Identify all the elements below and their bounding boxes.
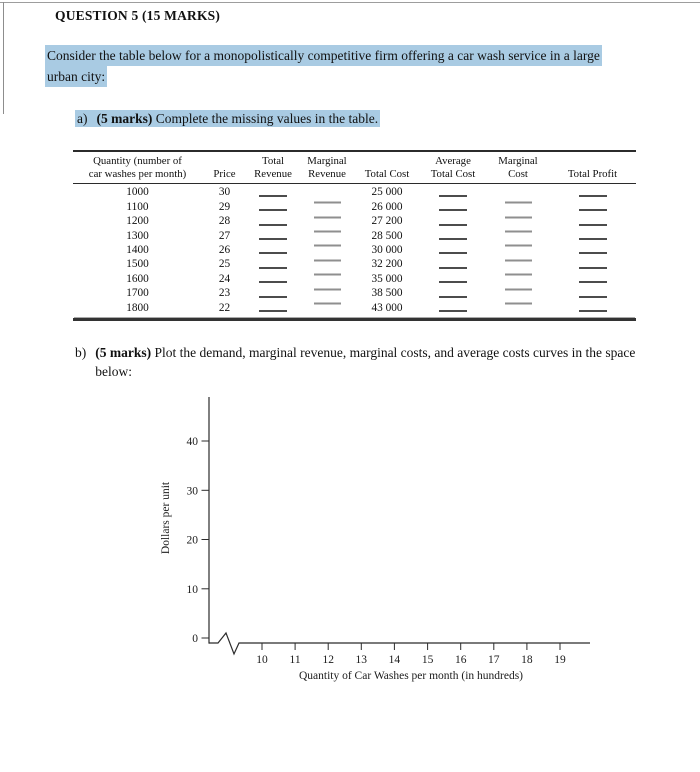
x-tick-label: 15	[421, 654, 434, 666]
x-tick-label: 11	[289, 654, 301, 666]
intro-line-2: urban city:	[45, 66, 107, 87]
y-tick-label: 20	[186, 534, 198, 547]
table-cell: 30	[218, 186, 231, 199]
table-cell: 27	[218, 229, 231, 242]
table-cell: 1400	[126, 244, 149, 257]
part-a-marks: (5 marks)	[96, 111, 153, 126]
y-tick-label: 40	[186, 436, 198, 448]
table-cell: 1700	[126, 287, 149, 300]
table-cell: 29	[218, 200, 231, 213]
col-header-marginal-revenue: Marginal Revenue	[307, 154, 347, 180]
col-header-total-cost: Total Cost	[364, 167, 410, 180]
table-cell: 27 200	[371, 215, 403, 228]
part-b-marker: b)	[75, 345, 87, 360]
col-header-total-revenue: Total Revenue	[254, 154, 292, 180]
table-cell: 24	[218, 272, 231, 285]
col-header-price: Price	[213, 167, 236, 180]
table-cell: 23	[218, 287, 231, 300]
table-cell: 32 200	[371, 258, 403, 271]
x-axis-title: Quantity of Car Washes per month (in hundreds)	[298, 670, 524, 682]
col-header-marginal-cost: Marginal Cost	[498, 154, 538, 180]
x-tick-label: 16	[454, 654, 467, 666]
table-cell: 35 000	[371, 272, 403, 285]
col-header-average-total-cost: Average Total Cost	[430, 154, 476, 180]
x-tick-label: 18	[521, 654, 533, 666]
table-cell: 1000	[126, 186, 149, 199]
intro-line-1: Consider the table below for a monopolistically competitive firm offering a car wash service in a large	[45, 45, 602, 66]
x-tick-label: 19	[554, 654, 566, 666]
table-cell: 25	[218, 258, 231, 271]
col-header-total-profit: Total Profit	[567, 167, 618, 180]
col-header-quantity: Quantity (number of car washes per month)	[88, 154, 187, 180]
y-tick-label: 30	[186, 485, 198, 498]
x-tick-label: 10	[256, 654, 268, 666]
x-tick-label: 12	[322, 654, 334, 666]
table-cell: 30 000	[371, 244, 403, 257]
table-cell: 1300	[126, 229, 149, 242]
y-tick-label: 0	[192, 633, 198, 645]
table-cell: 22	[218, 301, 231, 314]
x-tick-label: 13	[355, 654, 368, 666]
table-cell: 1600	[126, 272, 149, 285]
table-cell: 1500	[126, 258, 149, 271]
part-a-text: Complete the missing values in the table.	[152, 111, 379, 126]
table-cell: 1200	[126, 215, 149, 228]
table-cell: 26 000	[371, 200, 403, 213]
table-cell: 1800	[126, 301, 149, 314]
x-tick-label: 14	[388, 654, 401, 666]
y-tick-label: 10	[186, 583, 198, 596]
part-a-marker: a)	[77, 111, 88, 126]
x-axis-line-with-break	[209, 633, 590, 654]
table-cell: 28 500	[371, 229, 403, 242]
table-cell: 43 000	[371, 301, 403, 314]
y-axis-title: Dollars per unit	[160, 481, 172, 555]
table-cell: 28	[218, 215, 231, 228]
question-title: QUESTION 5 (15 MARKS)	[55, 8, 221, 23]
x-tick-label: 17	[488, 654, 500, 666]
table-cell: 1100	[126, 200, 149, 213]
part-b-marks: (5 marks)	[95, 345, 152, 360]
table-cell: 38 500	[371, 287, 403, 300]
part-b-text: Plot the demand, marginal revenue, marginal costs, and average costs curves in the space below:	[95, 345, 636, 379]
table-cell: 25 000	[371, 186, 403, 199]
table-cell: 26	[218, 244, 231, 257]
